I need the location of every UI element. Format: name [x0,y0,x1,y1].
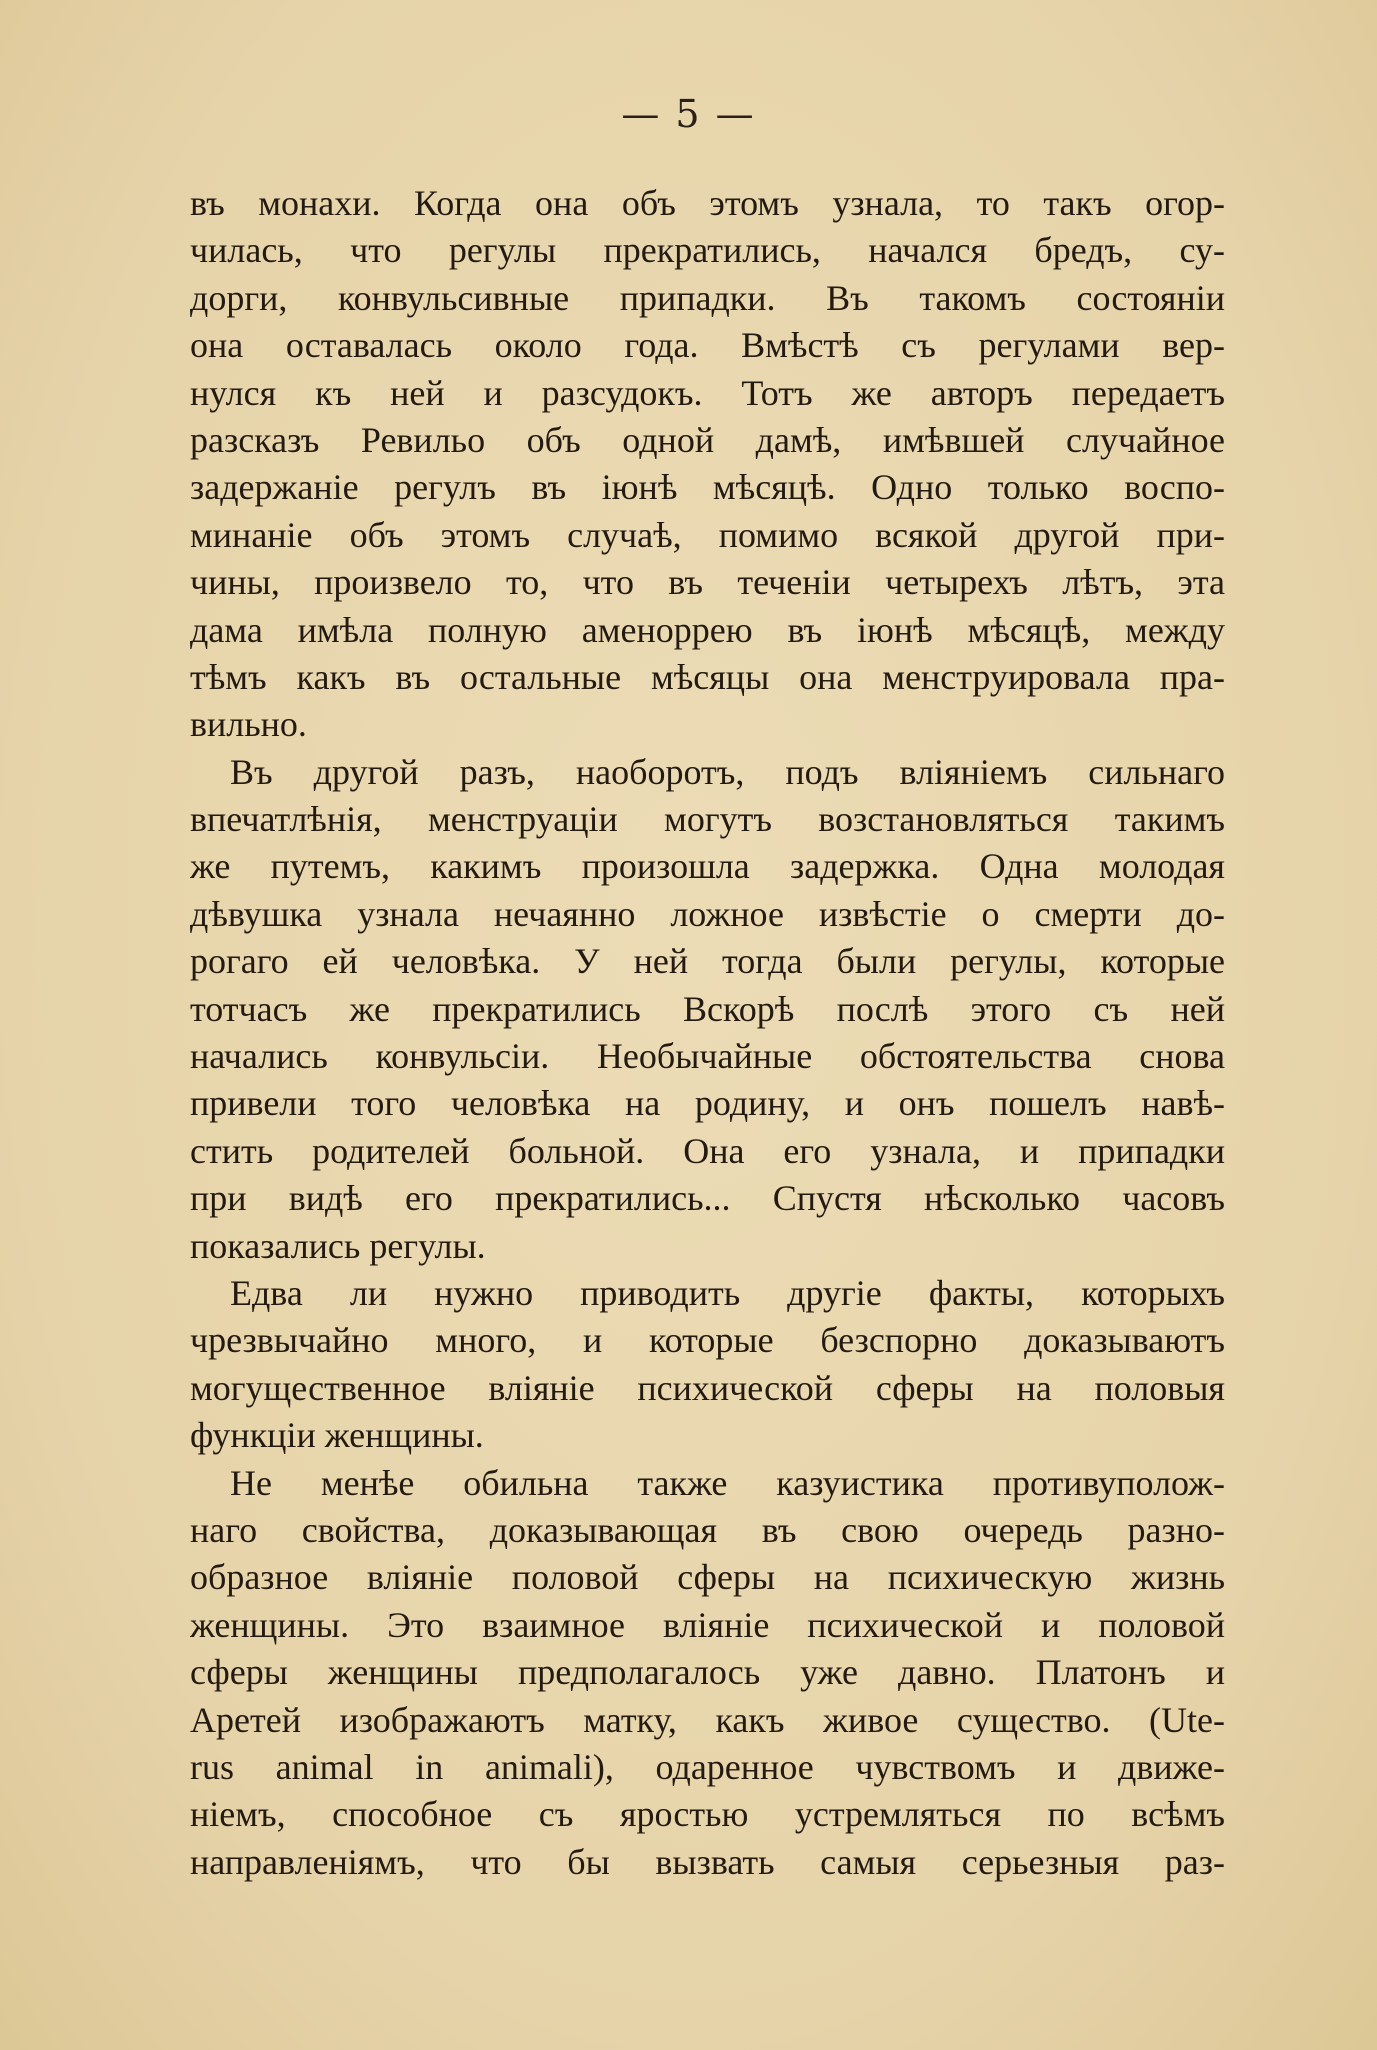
text-line: могущественное вліяніе психической сферы на половыя [190,1367,1225,1408]
text-line: вильно. [190,704,307,745]
text-line: сферы женщины предполагалось уже давно. Платонъ и [190,1652,1225,1693]
text-line: женщины. Это взаимное вліяніе психической и половой [190,1604,1225,1645]
text-line: же путемъ, какимъ произошла задержка. Одна молодая [190,846,1225,887]
text-line: нулся къ ней и разсудокъ. Тотъ же авторъ передаетъ [190,372,1225,413]
text-line: дама имѣла полную аменоррею въ іюнѣ мѣсяцѣ, между [190,609,1225,650]
paragraph-start-line: Едва ли нужно приводить другіе факты, которыхъ [230,1272,1225,1313]
text-line: разсказъ Ревильо объ одной дамѣ, имѣвшей случайное [190,419,1225,460]
text-line: чрезвычайно много, и которые безспорно доказываютъ [190,1320,1225,1361]
text-line: rus animal in animali), одаренное чувствомъ и движе- [190,1746,1225,1787]
text-line: она оставалась около года. Вмѣстѣ съ регулами вер- [190,325,1225,366]
text-line: ніемъ, способное съ яростью устремляться по всѣмъ [190,1794,1225,1835]
text-line: направленіямъ, что бы вызвать самыя серьезныя раз- [190,1841,1225,1882]
text-line: начались конвульсіи. Необычайные обстоятельства снова [190,1036,1225,1077]
text-line: привели того человѣка на родину, и онъ пошелъ навѣ- [190,1083,1225,1124]
text-line: стить родителей больной. Она его узнала, и припадки [190,1130,1225,1171]
text-line: впечатлѣнія, менструаціи могутъ возстановляться такимъ [190,799,1225,840]
body-text [190,180,1225,1886]
text-line: при видѣ его прекратились... Спустя нѣсколько часовъ [190,1178,1225,1219]
text-line: показались регулы. [190,1225,486,1266]
text-line: рогаго ей человѣка. У ней тогда были регулы, которые [190,941,1225,982]
text-line: дѣвушка узнала нечаянно ложное извѣстіе о смерти до- [190,893,1225,934]
page-number: — 5 — [621,92,756,136]
text-line: тотчасъ же прекратились Вскорѣ послѣ этого съ ней [190,988,1225,1029]
text-line: чилась, что регулы прекратились, начался бредъ, су- [190,230,1225,271]
text-line: тѣмъ какъ въ остальные мѣсяцы она менструировала пра- [190,656,1225,697]
text-line: дорги, конвульсивные припадки. Въ такомъ состояніи [190,277,1225,318]
text-line: въ монахи. Когда она объ этомъ узнала, то такъ огор- [190,183,1225,223]
text-line: Аретей изображаютъ матку, какъ живое существо. (Ute- [190,1699,1225,1740]
text-line: образное вліяніе половой сферы на психическую жизнь [190,1557,1225,1598]
text-line: задержаніе регулъ въ іюнѣ мѣсяцѣ. Одно только воспо- [190,467,1225,508]
text-line: функціи женщины. [190,1415,484,1456]
text-line: чины, произвело то, что въ теченіи четырехъ лѣтъ, эта [190,562,1225,603]
text-line: минаніе объ этомъ случаѣ, помимо всякой другой при- [190,514,1225,555]
paragraph-start-line: Не менѣе обильна также казуистика противуполож- [230,1462,1225,1503]
paragraph-start-line: Въ другой разъ, наоборотъ, подъ вліяніемъ сильнаго [230,751,1225,792]
text-line: наго свойства, доказывающая въ свою очередь разно- [190,1509,1225,1550]
